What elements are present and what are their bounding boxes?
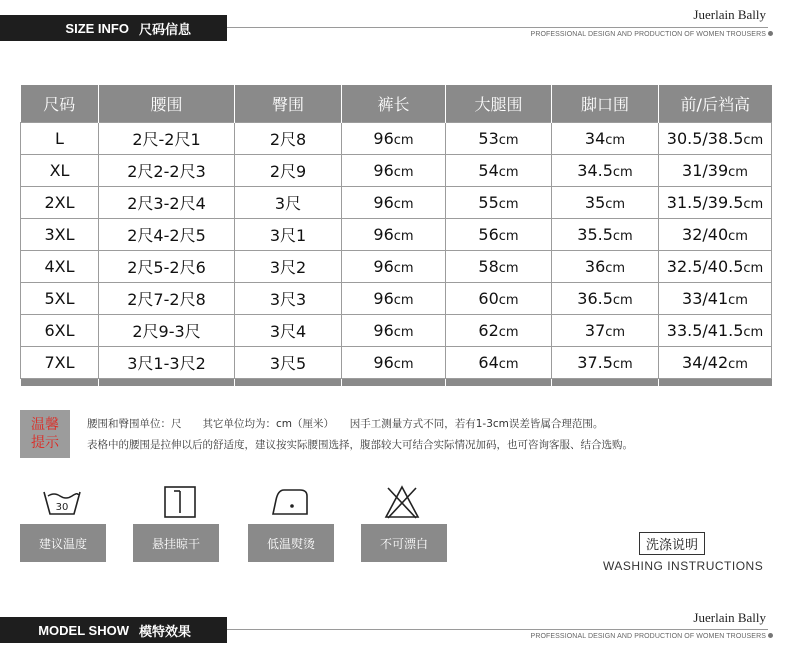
- care-label-wash: 建议温度: [20, 524, 106, 562]
- cell-length: [342, 155, 446, 187]
- washing-subtitle: WASHING INSTRUCTIONS: [603, 559, 764, 573]
- cell-value: 96: [373, 129, 394, 148]
- col-header-size: 尺码: [21, 85, 99, 123]
- cell-value: XL: [49, 161, 70, 180]
- cell-value: 96: [373, 353, 394, 372]
- care-label-iron: 低温熨烫: [248, 524, 334, 562]
- tips-badge-line2: 提示: [31, 435, 59, 451]
- cell-hem: [552, 315, 659, 347]
- table-row: [21, 251, 772, 283]
- cell-unit: cm: [728, 165, 748, 180]
- cell-unit: cm: [393, 293, 414, 308]
- cell-value: 30.5/38.5: [666, 129, 744, 148]
- cell-value: 35.5: [577, 225, 613, 244]
- tips-line-1: 腰围和臀围单位：尺 其它单位均为：cm（厘米） 因手工测量方式不同，若有1-3cm误差皆属合理范围。: [87, 418, 604, 430]
- wash-30-icon: [42, 482, 82, 522]
- cell-thigh: [446, 219, 552, 251]
- tips-badge-line1: 温馨: [31, 417, 59, 433]
- cell-unit: cm: [498, 165, 519, 180]
- model-show-en-label: MODEL SHOW: [38, 622, 129, 638]
- footer-cell: [342, 379, 446, 387]
- cell-value: 96: [373, 289, 394, 308]
- col-header-thigh: 大腿围: [446, 85, 552, 123]
- cell-value: 2尺7-2尺8: [127, 290, 206, 309]
- cell-value: 2尺9-3尺: [132, 322, 201, 341]
- cell-hem: [552, 123, 659, 155]
- cell-waist: [99, 315, 235, 347]
- cell-value: 96: [373, 257, 394, 276]
- cell-hip: [235, 219, 342, 251]
- cell-value: 64: [478, 353, 499, 372]
- cell-unit: cm: [393, 133, 414, 148]
- cell-unit: cm: [498, 197, 519, 212]
- cell-rise: [659, 155, 772, 187]
- cell-rise: [659, 347, 772, 379]
- cell-waist: [99, 187, 235, 219]
- cell-size: [21, 219, 99, 251]
- cell-rise: [659, 123, 772, 155]
- cell-unit: cm: [498, 261, 519, 276]
- cell-value: 96: [373, 225, 394, 244]
- cell-unit: cm: [393, 357, 414, 372]
- cell-size: [21, 187, 99, 219]
- cell-unit: cm: [743, 261, 764, 276]
- care-label-hang: 悬挂晾干: [133, 524, 219, 562]
- size-info-header: [0, 15, 227, 41]
- cell-value: 2尺3-2尺4: [127, 194, 206, 213]
- tips-line-2: 表格中的腰围是拉伸以后的舒适度，建议按实际腰围选择，腹部较大可结合实际情况加码，也可咨询客服、结合选购。: [87, 439, 633, 451]
- cell-value: 2尺4-2尺5: [127, 226, 206, 245]
- cell-unit: cm: [605, 325, 626, 340]
- cell-value: 2尺2-2尺3: [127, 162, 206, 181]
- col-header-rise: 前/后裆高: [659, 85, 772, 123]
- cell-unit: cm: [393, 229, 414, 244]
- cell-unit: cm: [728, 229, 748, 244]
- cell-length: [342, 123, 446, 155]
- cell-waist: [99, 347, 235, 379]
- cell-value: 4XL: [44, 257, 75, 276]
- col-header-hip: 臀围: [235, 85, 342, 123]
- footer-cell: [552, 379, 659, 387]
- cell-unit: cm: [498, 133, 519, 148]
- cell-hem: [552, 251, 659, 283]
- cell-length: [342, 219, 446, 251]
- cell-thigh: [446, 315, 552, 347]
- cell-value: 3尺2: [269, 258, 307, 277]
- table-row: [21, 187, 772, 219]
- cell-value: 34: [584, 129, 606, 148]
- cell-value: 58: [478, 257, 499, 276]
- cell-unit: cm: [612, 165, 633, 180]
- cell-value: 54: [478, 161, 499, 180]
- wash-temp: 30: [55, 502, 69, 513]
- cell-value: 3尺: [274, 194, 302, 213]
- cell-thigh: [446, 123, 552, 155]
- cell-waist: [99, 219, 235, 251]
- cell-value: 2XL: [44, 193, 75, 212]
- cell-value: 6XL: [44, 321, 75, 340]
- cell-value: 56: [478, 225, 499, 244]
- washing-title: 洗涤说明: [639, 532, 705, 555]
- cell-size: [21, 123, 99, 155]
- cell-value: 55: [478, 193, 499, 212]
- cell-hip: [235, 155, 342, 187]
- cell-value: 2尺9: [269, 162, 307, 181]
- cell-hip: [235, 283, 342, 315]
- cell-hip: [235, 347, 342, 379]
- cell-value: 34/42: [682, 353, 729, 372]
- cell-value: 37: [584, 321, 606, 340]
- cell-waist: [99, 251, 235, 283]
- cell-waist: [99, 283, 235, 315]
- cell-value: 3尺5: [269, 354, 307, 373]
- cell-thigh: [446, 283, 552, 315]
- divider-dot-bottom: [768, 633, 773, 638]
- cell-value: 3尺3: [269, 290, 307, 309]
- footer-cell: [659, 379, 772, 387]
- cell-unit: cm: [498, 293, 519, 308]
- cell-thigh: [446, 187, 552, 219]
- cell-value: 36: [584, 257, 606, 276]
- footer-cell: [446, 379, 552, 387]
- footer-cell: [99, 379, 235, 387]
- model-show-cn-label: 模特效果: [138, 624, 191, 640]
- cell-value: 31.5/39.5: [666, 193, 744, 212]
- cell-value: 3XL: [44, 225, 75, 244]
- low-iron-icon: [270, 482, 310, 522]
- cell-length: [342, 347, 446, 379]
- cell-hip: [235, 251, 342, 283]
- size-table: [20, 85, 772, 386]
- header-divider: [227, 27, 768, 28]
- cell-size: [21, 251, 99, 283]
- cell-thigh: [446, 347, 552, 379]
- cell-hip: [235, 187, 342, 219]
- cell-value: 96: [373, 161, 394, 180]
- cell-value: 32.5/40.5: [666, 257, 744, 276]
- cell-value: 2尺5-2尺6: [127, 258, 206, 277]
- table-row: [21, 315, 772, 347]
- cell-length: [342, 283, 446, 315]
- table-header-row: [21, 85, 772, 123]
- cell-value: 96: [373, 321, 394, 340]
- cell-size: [21, 283, 99, 315]
- cell-unit: cm: [393, 197, 414, 212]
- size-info-cn-label: 尺码信息: [138, 22, 191, 38]
- cell-hem: [552, 347, 659, 379]
- cell-unit: cm: [743, 197, 764, 212]
- cell-value: 3尺1-3尺2: [127, 354, 206, 373]
- cell-unit: cm: [498, 325, 519, 340]
- cell-hem: [552, 187, 659, 219]
- cell-thigh: [446, 251, 552, 283]
- care-label-bleach: 不可漂白: [361, 524, 447, 562]
- cell-unit: cm: [605, 133, 626, 148]
- cell-value: 96: [373, 193, 394, 212]
- cell-size: [21, 155, 99, 187]
- divider-dot: [768, 31, 773, 36]
- cell-rise: [659, 283, 772, 315]
- col-header-hem: 脚口围: [552, 85, 659, 123]
- cell-waist: [99, 123, 235, 155]
- cell-unit: cm: [498, 357, 519, 372]
- tips-badge: [20, 410, 70, 458]
- brand-subtitle-bottom: PROFESSIONAL DESIGN AND PRODUCTION OF WOMEN TROUSERS: [530, 633, 766, 640]
- table-row: [21, 283, 772, 315]
- cell-hip: [235, 315, 342, 347]
- table-row: [21, 219, 772, 251]
- cell-rise: [659, 187, 772, 219]
- cell-unit: cm: [612, 357, 633, 372]
- cell-hem: [552, 155, 659, 187]
- table-row: [21, 123, 772, 155]
- cell-value: 32/40: [682, 225, 729, 244]
- cell-size: [21, 315, 99, 347]
- cell-rise: [659, 315, 772, 347]
- header-divider-bottom: [227, 629, 768, 630]
- no-bleach-icon: [382, 482, 422, 522]
- cell-size: [21, 347, 99, 379]
- cell-value: 3尺1: [269, 226, 307, 245]
- size-info-en-label: SIZE INFO: [65, 20, 129, 36]
- cell-value: 31/39: [682, 161, 729, 180]
- cell-unit: cm: [612, 293, 633, 308]
- cell-length: [342, 187, 446, 219]
- cell-unit: cm: [498, 229, 519, 244]
- table-footer-bar: [21, 379, 772, 387]
- cell-value: 7XL: [44, 353, 75, 372]
- col-header-waist: 腰围: [99, 85, 235, 123]
- cell-waist: [99, 155, 235, 187]
- brand-subtitle: PROFESSIONAL DESIGN AND PRODUCTION OF WOMEN TROUSERS: [530, 31, 766, 38]
- cell-value: 34.5: [577, 161, 613, 180]
- footer-cell: [235, 379, 342, 387]
- cell-value: 36.5: [577, 289, 613, 308]
- cell-value: 33/41: [682, 289, 729, 308]
- cell-unit: cm: [743, 325, 764, 340]
- cell-value: 33.5/41.5: [666, 321, 744, 340]
- cell-value: 5XL: [44, 289, 75, 308]
- size-table-body: [21, 123, 772, 387]
- cell-unit: cm: [728, 293, 748, 308]
- cell-unit: cm: [393, 165, 414, 180]
- model-show-header: [0, 617, 227, 643]
- cell-unit: cm: [728, 357, 748, 372]
- cell-hip: [235, 123, 342, 155]
- cell-thigh: [446, 155, 552, 187]
- table-row: [21, 347, 772, 379]
- cell-value: L: [55, 129, 64, 148]
- cell-hem: [552, 283, 659, 315]
- brand-name-bottom: Juerlain Bally: [693, 610, 766, 625]
- cell-value: 2尺-2尺1: [132, 130, 201, 149]
- cell-unit: cm: [393, 325, 414, 340]
- cell-unit: cm: [393, 261, 414, 276]
- cell-unit: cm: [605, 261, 626, 276]
- cell-value: 3尺4: [269, 322, 307, 341]
- cell-unit: cm: [743, 133, 764, 148]
- cell-length: [342, 251, 446, 283]
- cell-hem: [552, 219, 659, 251]
- col-header-length: 裤长: [342, 85, 446, 123]
- cell-value: 60: [478, 289, 499, 308]
- cell-value: 2尺8: [269, 130, 307, 149]
- cell-value: 62: [478, 321, 499, 340]
- cell-rise: [659, 251, 772, 283]
- cell-rise: [659, 219, 772, 251]
- cell-unit: cm: [612, 229, 633, 244]
- cell-value: 35: [584, 193, 606, 212]
- cell-value: 53: [478, 129, 499, 148]
- cell-value: 37.5: [577, 353, 613, 372]
- footer-cell: [21, 379, 99, 387]
- hang-dry-icon: [160, 482, 200, 522]
- table-row: [21, 155, 772, 187]
- brand-name: Juerlain Bally: [693, 7, 766, 22]
- cell-unit: cm: [605, 197, 626, 212]
- cell-length: [342, 315, 446, 347]
